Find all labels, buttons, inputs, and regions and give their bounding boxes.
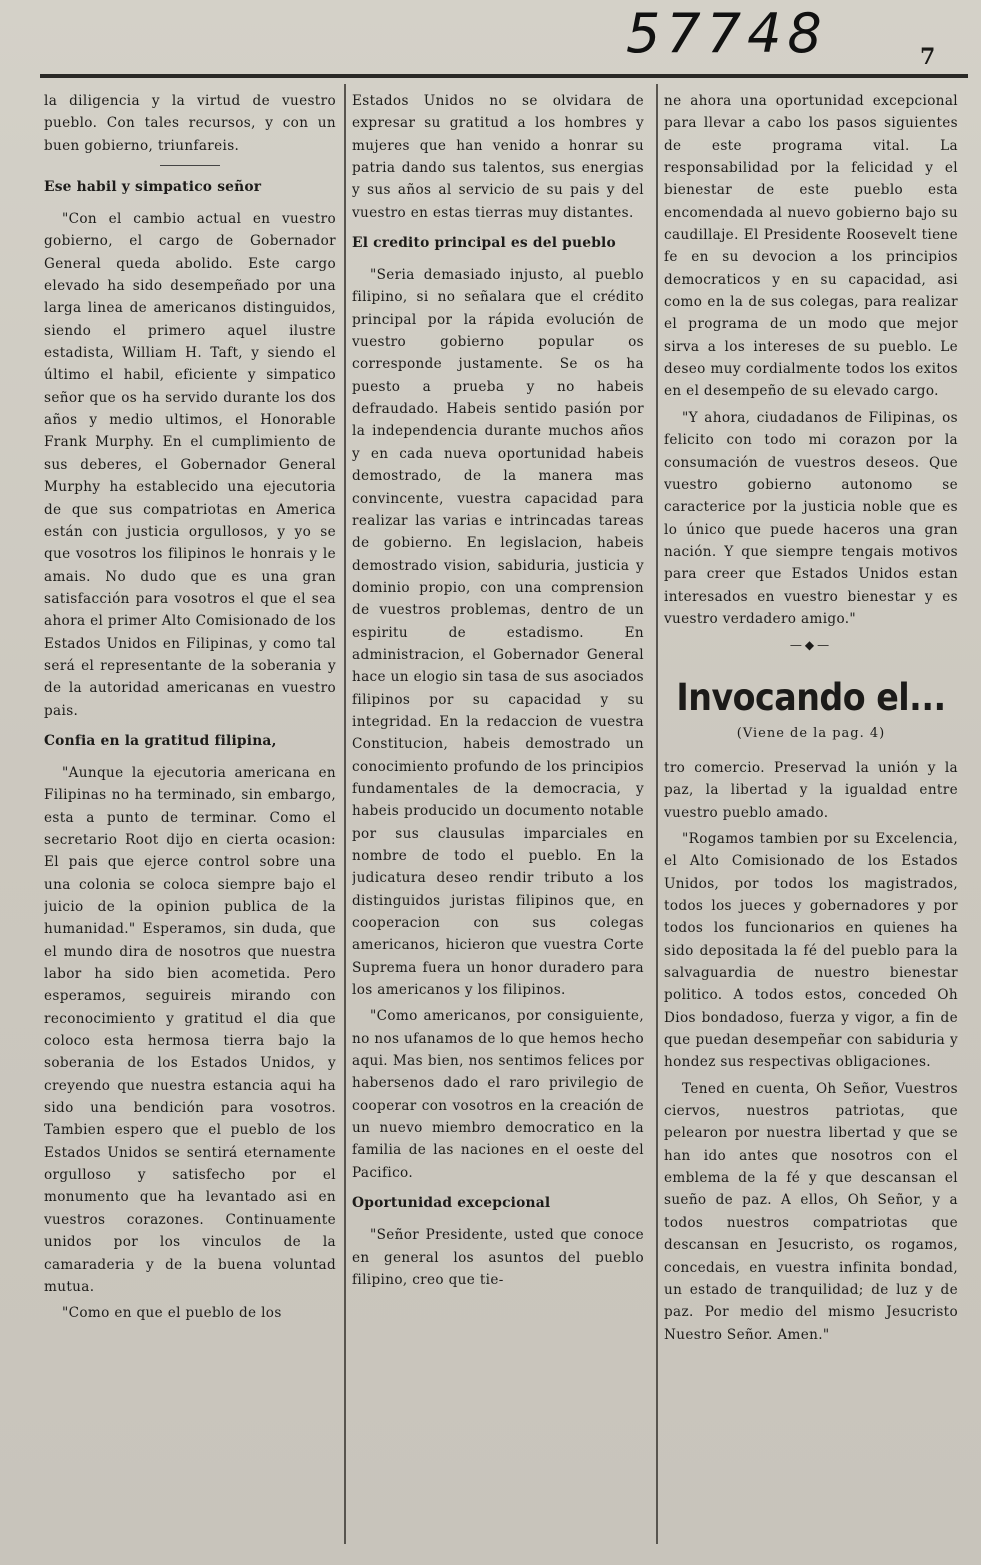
handwritten-number: 57748 <box>626 2 828 65</box>
subheading: Ese habil y simpatico señor <box>44 179 262 196</box>
paragraph: "Seria demasiado injusto, al pueblo filipino, si no señalara que el crédito principal por la rápida evolución de vuestro gobierno popular os corresponde justamente. Se os ha puesto a prueba y no habeis defraudado. Habeis sentido pasión por la independencia durante muchos años y en cada nueva oportunidad habeis demostrado, de la manera mas convincente, vuestra capacidad para realizar las varias e intrincadas tareas de gobierno. En legislacion, habeis demostrado vision, sabiduria, justicia y dominio propio, con una comprension de vuestros problemas, dentro de un espiritu de estadismo. En administracion, el Gobernador General hace un elogio sin tasa de sus asociados filipinos por su capacidad y su integridad. En la redaccion de vuestra Constitucion, habeis demostrado un conocimiento profundo de los principios fundamentales de la democracia, y habeis producido un documento notable por sus clausulas imparciales en nombre de todo el pueblo. En la judicatura deseo rendir tributo a los distinguidos juristas filipinos que, en cooperacion con sus colegas americanos, hicieron que vuestra Corte Suprema fuera un honor duradero para los americanos y los filipinos. <box>352 267 644 999</box>
paragraph: "Con el cambio actual en vuestro gobierno, el cargo de Gobernador General queda abolido. Este cargo elevado ha sido desempeñado por una larga linea de americanos distinguidos, siendo el primero aquel ilustre estadista, William H. Taft, y siendo el último el habil, eficiente y simpatico señor que os ha servido durante los dos años y medio ultimos, el Honorable Frank Murphy. En el cumplimiento de sus deberes, el Gobernador General Murphy ha establecido una ejecutoria de que sus compatriotas en America están con justicia orgullosos, y yo se que vosotros los filipinos le honrais y le amais. No dudo que es una gran satisfacción para vosotros el que el sea ahora el primer Alto Comisionado de los Estados Unidos en Filipinas, y como tal será el representante de la soberania y de la autoridad americanas en vuestro pais. <box>44 211 336 719</box>
column-3 <box>664 90 958 1550</box>
paragraph: "Aunque la ejecutoria americana en Filipinas no ha terminado, sin embargo, esta a punto de terminar. Como el secretario Root dijo en cierta ocasion: El pais que ejerce control sobre una una colonia se coloca siempre bajo el juicio de la opinion publica de la humanidad." Esperamos, sin duda, que el mundo dira de nosotros que nuestra labor ha sido bien acometida. Pero esperamos, seguireis mirando con reconocimiento y gratitud el dia que coloco esta hermosa tierra bajo la soberania de los Estados Unidos, y creyendo que nuestra estancia aqui ha sido una bendición para vosotros. Tambien espero que el pueblo de los Estados Unidos se sentirá eternamente orgulloso y satisfecho por el monumento que ha levantado asi en vuestros corazones. Continuamente unidos por los vinculos de la camaraderia y de la buena voluntad mutua. <box>44 764 336 1295</box>
continued-note: (Viene de la pag. 4) <box>736 725 886 741</box>
paragraph: ne ahora una oportunidad excepcional para llevar a cabo los pasos siguientes de este programa vital. La responsabilidad por la felicidad y el bienestar de este pueblo esta encomendada al nuevo gobierno bajo su caudillaje. El Presidente Roosevelt tiene fe en su devocion a los principios democraticos y en su capacidad, asi como en la de sus colegas, para realizar el programa de un modo que mejor sirva a los intereses de su pueblo. Le deseo muy cordialmente todos los exitos en el desempeño de su elevado cargo. <box>664 93 958 400</box>
paragraph: "Señor Presidente, usted que conoce en general los asuntos del pueblo filipino, creo que tie- <box>352 1227 644 1288</box>
section-separator <box>160 165 220 166</box>
paragraph: "Como americanos, por consiguiente, no nos ufanamos de lo que hemos hecho aqui. Mas bien, nos sentimos felices por habersenos dado el raro privilegio de cooperar con vosotros en la creación de un nuevo miembro democratico en la familia de las naciones en el oeste del Pacifico. <box>352 1008 644 1181</box>
column-2 <box>352 90 644 1550</box>
paragraph: tro comercio. Preservad la unión y la paz, la libertad y la igualdad entre vuestro pueblo amado. <box>664 759 958 821</box>
paragraph: la diligencia y la virtud de vuestro pueblo. Con tales recursos, y con un buen gobierno, triunfareis. <box>44 93 336 154</box>
subheading: Oportunidad excepcional <box>352 1195 551 1212</box>
paragraph: "Y ahora, ciudadanos de Filipinas, os felicito con todo mi corazon por la consumación de vuestros deseos. Que vuestro gobierno autonomo se caracterice por la justicia noble que es lo único que puede haceros una gran nación. Y que siempre tengais motivos para creer que Estados Unidos estan interesados en vuestro bienestar y es vuestro verdadero amigo." <box>664 409 958 627</box>
page-number: 7 <box>920 44 936 70</box>
top-rule <box>40 74 968 78</box>
paragraph: Tened en cuenta, Oh Señor, Vuestros ciervos, nuestros patriotas, que pelearon por nuestra libertad y que se han ido antes que nosotros con el emblema de la fé y que descansan el sueño de paz. A ellos, Oh Señor, y a todos nuestros compatriotas que descansan en Jesucristo, os rogamos, concedais, en vuestra infinita bondad, un estado de tranquilidad; de luz y de paz. Por medio del mismo Jesucristo Nuestro Señor. Amen." <box>664 1080 958 1343</box>
paragraph: "Rogamos tambien por su Excelencia, el Alto Comisionado de los Estados Unidos, por todos los magistrados, todos los jueces y gobernadores y por todos los funcionarios en quienes ha sido depositada la fé del pueblo para la salvaguardia de nuestro bienestar politico. A todos estos, conceded Oh Dios bondadoso, fuerza y vigor, a fin de que puedan desempeñar con sabiduria y hondez sus respectivas obligaciones. <box>664 830 958 1071</box>
paragraph: "Como en que el pueblo de los <box>62 1305 282 1322</box>
article-headline: Invocando el... <box>676 675 946 719</box>
subheading: Confia en la gratitud filipina, <box>44 732 277 749</box>
paragraph: Estados Unidos no se olvidara de expresar su gratitud a los hombres y mujeres que han venido a honrar su patria dando sus talentos, sus energias y sus años al servicio de su pais y del vuestro en estas tierras muy distantes. <box>352 93 644 221</box>
column-divider <box>344 84 346 1544</box>
ornament-separator: —◆— <box>789 638 833 653</box>
subheading: El credito principal es del pueblo <box>352 235 616 252</box>
column-1 <box>44 90 336 1550</box>
column-divider <box>656 84 658 1544</box>
